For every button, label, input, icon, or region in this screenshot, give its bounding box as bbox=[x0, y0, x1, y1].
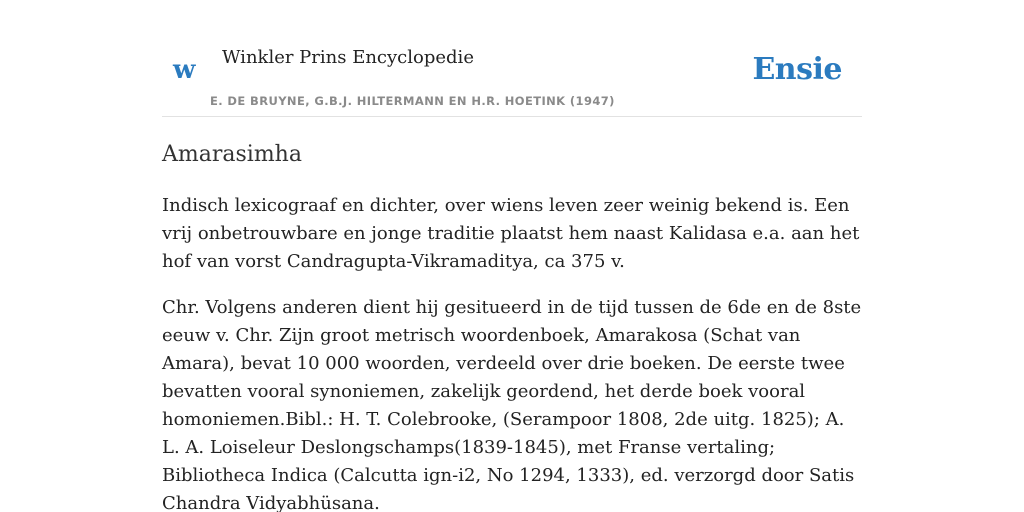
source-title[interactable]: Winkler Prins Encyclopedie bbox=[222, 47, 474, 68]
article-paragraph: Chr. Volgens anderen dient hij gesitueerd in de tijd tussen de 6de en de 8ste eeuw v. Chr. Zijn groot metrisch woordenboek, Amarakosa (Schat van Amara), bevat 10 000 woorden, verdeeld over drie boeken. De eerste twee bevatten vooral synoniemen, zakelijk geordend, het derde boek vooral homoniemen.Bibl.: H. T. Colebrooke, (Serampoor 1808, 2de uitg. 1825); A. L. A. Loiseleur Deslongschamps(1839-1845), met Franse vertaling; Bibliotheca Indica (Calcutta ign-i2, No 1294, 1333), ed. verzorgd door Satis Chandra Vidyabhüsana. bbox=[162, 297, 862, 512]
ensie-brand-logo[interactable]: Ensie bbox=[752, 52, 842, 87]
source-authors: E. DE BRUYNE, G.B.J. HILTERMANN EN H.R. HOETINK (1947) bbox=[210, 94, 615, 108]
article-paragraph: Indisch lexicograaf en dichter, over wiens leven zeer weinig bekend is. Een vrij onbetrouwbare en jonge traditie plaatst hem naast Kalidasa e.a. aan het hof van vorst Candragupta-Vikramaditya, ca 375 v. bbox=[162, 195, 860, 272]
source-header bbox=[162, 40, 862, 117]
winkler-prins-logo[interactable]: w bbox=[173, 55, 196, 85]
article-title: Amarasimha bbox=[162, 142, 302, 167]
article-body bbox=[162, 192, 862, 512]
